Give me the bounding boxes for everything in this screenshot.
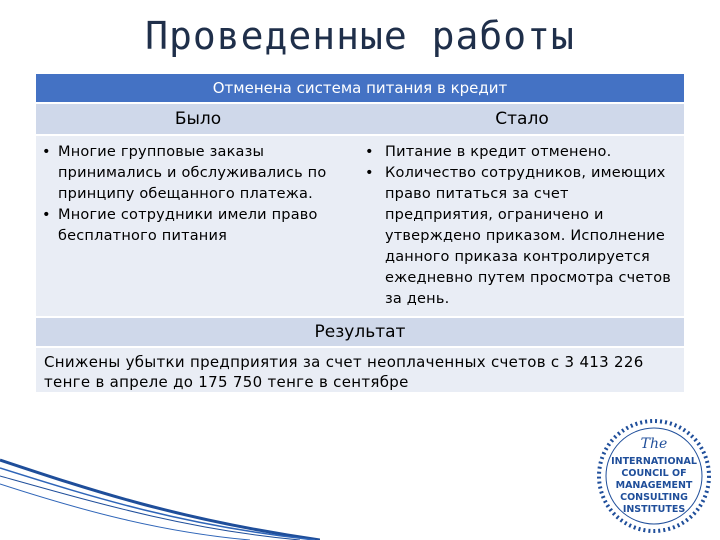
table-body-row	[36, 136, 684, 318]
slide-title: Проведенные работы	[145, 14, 575, 58]
svg-text:INSTITUTES: INSTITUTES	[622, 504, 686, 515]
bullet-icon: •	[365, 165, 374, 181]
svg-text:INTERNATIONAL: INTERNATIONAL	[611, 456, 697, 467]
list-item	[42, 142, 355, 205]
result-text: Снижены убытки предприятия за счет неоплаченных счетов с 3 413 226 тенге в апреле до 175 750 тенге в сентябре	[36, 348, 684, 392]
column-headers	[36, 104, 684, 136]
after-list	[365, 142, 678, 310]
list-item	[365, 163, 678, 310]
decorative-corner-lines	[0, 440, 320, 540]
list-item-text: Многие групповые заказы принимались и обслуживались по принципу обещанного платежа.	[58, 144, 327, 202]
list-item-text: Многие сотрудники имели право бесплатного питания	[58, 207, 318, 244]
svg-text:MANAGEMENT: MANAGEMENT	[615, 480, 693, 491]
icmci-logo	[596, 418, 712, 534]
svg-text:The: The	[640, 436, 668, 452]
comparison-table	[36, 74, 684, 392]
before-list	[42, 142, 355, 247]
svg-text:CONSULTING: CONSULTING	[620, 492, 688, 503]
column-header-before: Было	[174, 109, 222, 129]
after-cell	[361, 136, 684, 316]
svg-text:COUNCIL OF: COUNCIL OF	[621, 468, 687, 479]
list-item-text: Количество сотрудников, имеющих право питаться за счет предприятия, ограничено и утверждено приказом. Исполнение данного приказа контролируется ежедневно путем просмотра счетов за день.	[385, 165, 672, 307]
bullet-icon: •	[42, 207, 51, 223]
list-item	[365, 142, 678, 163]
list-item-text: Питание в кредит отменено.	[385, 144, 612, 160]
table-header: Отменена система питания в кредит	[36, 74, 684, 104]
column-header-after: Стало	[495, 109, 549, 129]
bullet-icon: •	[365, 144, 374, 160]
bullet-icon: •	[42, 144, 51, 160]
before-cell	[36, 136, 361, 316]
list-item	[42, 205, 355, 247]
result-header: Результат	[36, 318, 684, 348]
